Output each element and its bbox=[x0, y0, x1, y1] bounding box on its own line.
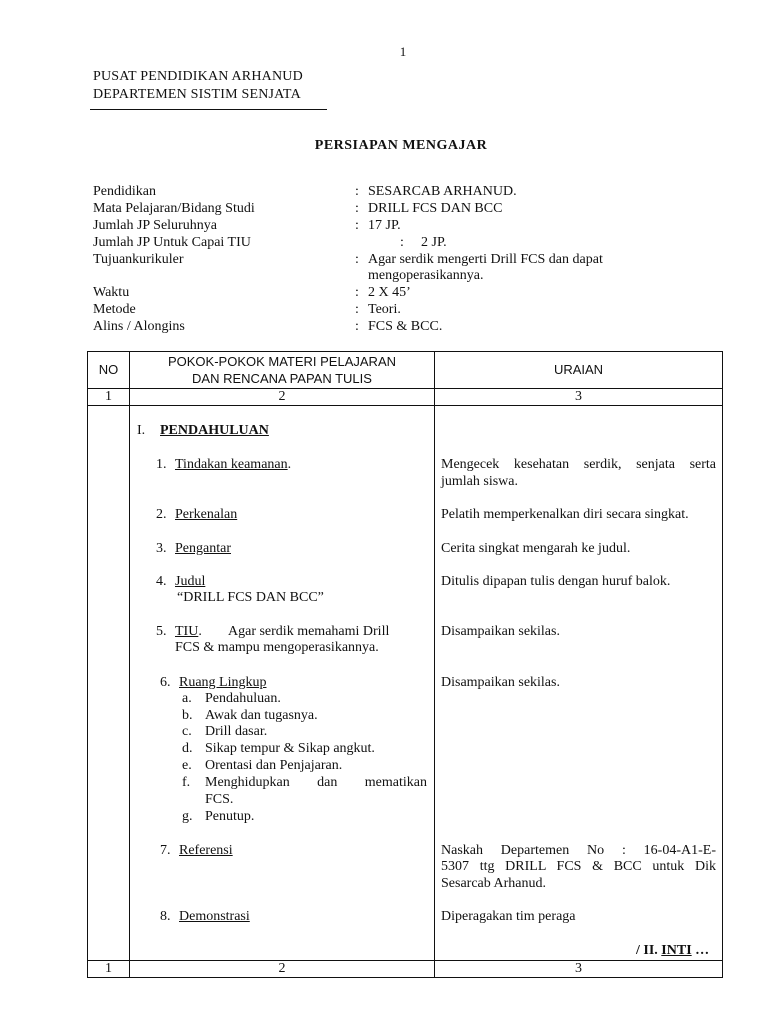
org-name: PUSAT PENDIDIKAN ARHANUD bbox=[93, 69, 303, 84]
info-colon: : bbox=[355, 285, 359, 300]
table-col-divider bbox=[434, 351, 435, 978]
info-colon: : bbox=[355, 218, 359, 233]
item-title: Perkenalan bbox=[175, 507, 238, 522]
item-number: 3. bbox=[156, 541, 167, 556]
subitem-letter: d. bbox=[182, 741, 193, 756]
info-value-tujuan: Agar serdik mengerti Drill FCS dan dapat bbox=[368, 252, 603, 267]
info-value-metode: Teori. bbox=[368, 302, 401, 317]
department-name: DEPARTEMEN SISTIM SENJATA bbox=[93, 87, 301, 102]
info-label-waktu: Waktu bbox=[93, 285, 130, 300]
info-label-alins: Alins / Alongins bbox=[93, 319, 185, 334]
item-number: 7. bbox=[160, 843, 171, 858]
info-label-metode: Metode bbox=[93, 302, 136, 317]
item-title: Judul bbox=[175, 574, 206, 589]
info-colon: : bbox=[400, 235, 404, 250]
info-label-jp-total: Jumlah JP Seluruhnya bbox=[93, 218, 217, 233]
item-subline: FCS & mampu mengoperasikannya. bbox=[175, 640, 379, 655]
header-divider bbox=[90, 109, 327, 110]
document-title: PERSIAPAN MENGAJAR bbox=[314, 138, 488, 153]
item-uraian: Naskah Departemen No : 16-04-A1-E- bbox=[441, 843, 716, 858]
item-uraian: Pelatih memperkenalkan diri secara singkat. bbox=[441, 507, 689, 522]
colnum-3-footer: 3 bbox=[575, 961, 582, 976]
item-subline: “DRILL FCS DAN BCC” bbox=[177, 590, 324, 605]
item-uraian: Mengecek kesehatan serdik, senjata serta bbox=[441, 457, 716, 472]
item-title: Pengantar bbox=[175, 541, 231, 556]
colnum-2: 2 bbox=[278, 389, 286, 404]
item-uraian-cont: Sesarcab Arhanud. bbox=[441, 876, 546, 891]
section-title: PENDAHULUAN bbox=[160, 423, 269, 438]
item-title: TIU. bbox=[175, 624, 202, 639]
header-no: NO bbox=[98, 362, 119, 377]
item-uraian: Ditulis dipapan tulis dengan huruf balok. bbox=[441, 574, 671, 589]
item-title: Demonstrasi bbox=[179, 909, 250, 924]
info-colon: : bbox=[355, 319, 359, 334]
item-uraian: Disampaikan sekilas. bbox=[441, 675, 560, 690]
subitem-letter: g. bbox=[182, 809, 193, 824]
colnum-1: 1 bbox=[105, 389, 112, 404]
continuation-marker: / II. INTI … bbox=[636, 943, 710, 958]
subitem-text: Drill dasar. bbox=[205, 724, 268, 739]
table-border-bottom bbox=[87, 977, 723, 978]
item-number: 8. bbox=[160, 909, 171, 924]
item-uraian-cont: 5307 ttg DRILL FCS & BCC untuk Dik bbox=[441, 859, 716, 874]
info-label-tujuan: Tujuankurikuler bbox=[93, 252, 184, 267]
item-uraian-cont: jumlah siswa. bbox=[441, 474, 518, 489]
info-value-alins: FCS & BCC. bbox=[368, 319, 443, 334]
item-number: 4. bbox=[156, 574, 167, 589]
item-uraian: Cerita singkat mengarah ke judul. bbox=[441, 541, 631, 556]
item-uraian: Disampaikan sekilas. bbox=[441, 624, 560, 639]
subitem-text: Orentasi dan Penjajaran. bbox=[205, 758, 343, 773]
item-number: 1. bbox=[156, 457, 167, 472]
item-title: Referensi bbox=[179, 843, 233, 858]
header-materi: POKOK-POKOK MATERI PELAJARAN bbox=[167, 354, 397, 369]
subitem-letter: b. bbox=[182, 708, 193, 723]
subitem-letter: f. bbox=[182, 775, 191, 790]
subitem-letter: c. bbox=[182, 724, 192, 739]
info-value-jp-total: 17 JP. bbox=[368, 218, 401, 233]
info-value-pendidikan: SESARCAB ARHANUD. bbox=[368, 184, 517, 199]
info-colon: : bbox=[355, 252, 359, 267]
info-value-waktu: 2 X 45’ bbox=[368, 285, 411, 300]
table-col-divider bbox=[129, 351, 130, 978]
info-label-pendidikan: Pendidikan bbox=[93, 184, 156, 199]
subitem-text: Awak dan tugasnya. bbox=[205, 708, 318, 723]
section-number: I. bbox=[137, 423, 146, 438]
colnum-3: 3 bbox=[575, 389, 582, 404]
info-colon: : bbox=[355, 184, 359, 199]
info-value-jp-tiu: 2 JP. bbox=[421, 235, 447, 250]
subitem-text: Pendahuluan. bbox=[205, 691, 281, 706]
table-border-right bbox=[722, 351, 723, 978]
header-materi-cont: DAN RENCANA PAPAN TULIS bbox=[192, 371, 372, 386]
info-label-jp-tiu: Jumlah JP Untuk Capai TIU bbox=[93, 235, 251, 250]
item-number: 2. bbox=[156, 507, 167, 522]
item-title: Ruang Lingkup bbox=[179, 675, 267, 690]
info-colon: : bbox=[355, 201, 359, 216]
subitem-letter: a. bbox=[182, 691, 192, 706]
subitem-text: Sikap tempur & Sikap angkut. bbox=[205, 741, 375, 756]
info-label-mapel: Mata Pelajaran/Bidang Studi bbox=[93, 201, 255, 216]
item-uraian: Diperagakan tim peraga bbox=[441, 909, 576, 924]
item-title: Tindakan keamanan. bbox=[175, 457, 292, 472]
colnum-2-footer: 2 bbox=[278, 961, 286, 976]
colnum-1-footer: 1 bbox=[105, 961, 112, 976]
item-after-title: Agar serdik memahami Drill bbox=[228, 624, 390, 639]
subitem-text: Menghidupkan dan mematikan bbox=[205, 775, 427, 790]
subitem-text: Penutup. bbox=[205, 809, 255, 824]
table-border-left bbox=[87, 351, 88, 978]
info-value-mapel: DRILL FCS DAN BCC bbox=[368, 201, 503, 216]
subitem-letter: e. bbox=[182, 758, 192, 773]
table-border-top bbox=[87, 351, 723, 352]
item-number: 5. bbox=[156, 624, 167, 639]
table-row-divider bbox=[87, 405, 723, 406]
info-value-tujuan-cont: mengoperasikannya. bbox=[368, 268, 484, 283]
info-colon: : bbox=[355, 302, 359, 317]
subitem-text-cont: FCS. bbox=[205, 792, 234, 807]
page-number: 1 bbox=[399, 44, 407, 59]
header-uraian: URAIAN bbox=[553, 362, 604, 377]
item-number: 6. bbox=[160, 675, 171, 690]
